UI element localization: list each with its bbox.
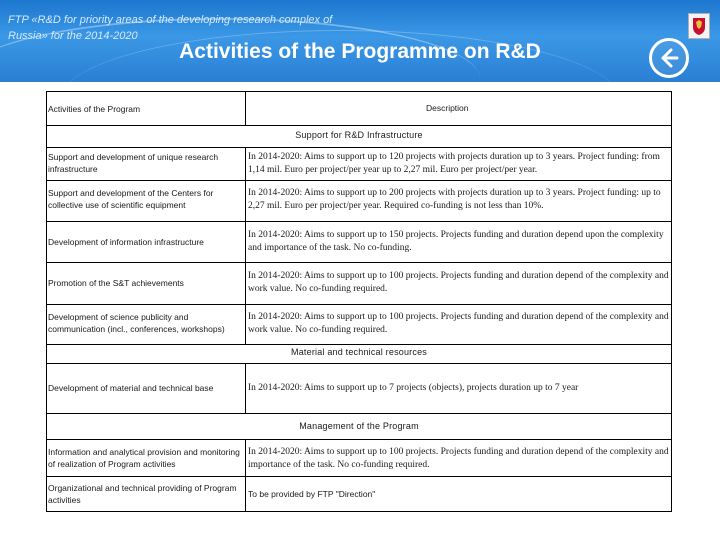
header-banner	[0, 0, 720, 82]
coat-of-arms-icon	[688, 13, 710, 39]
table-rule	[245, 439, 246, 512]
table-rule	[671, 91, 672, 512]
description-cell: In 2014-2020: Aims to support up to 150 projects. Projects funding and duration depend upon the complexity and importance of the task. No co-funding.	[248, 230, 664, 253]
table-rule	[245, 91, 246, 126]
table-rule	[46, 147, 672, 148]
activity-cell: Development of science publicity and communication (incl., conferences, workshops)	[48, 312, 225, 334]
description-cell: In 2014-2020: Aims to support up to 7 projects (objects), projects duration up to 7 year	[248, 383, 579, 393]
table-row	[46, 479, 672, 515]
table-row	[46, 367, 672, 409]
table-rule	[245, 147, 246, 345]
description-cell: In 2014-2020: Aims to support up to 200 projects with projects duration up to 3 years. Project funding: up to 2,27 mil. Euro per project/per year. Required co-funding is not less than 10%.	[248, 188, 661, 211]
table-rule	[46, 344, 672, 345]
table-row	[46, 307, 672, 343]
table-row	[46, 183, 672, 217]
activity-cell: Information and analytical provision and monitoring of realization of Program activities	[48, 447, 240, 469]
section-title: Support for R&D Infrastructure	[295, 130, 423, 140]
table-rule	[46, 439, 672, 440]
column-header-description: Description	[426, 103, 469, 113]
section-title: Management of the Program	[299, 421, 419, 431]
activities-table	[46, 91, 672, 511]
table-rule	[245, 363, 246, 414]
table-rule	[46, 125, 672, 126]
table-rule	[46, 91, 672, 92]
table-row	[46, 265, 672, 301]
arrow-left-icon	[657, 46, 681, 70]
table-rule	[46, 180, 672, 181]
activity-cell: Organizational and technical providing of Program activities	[48, 483, 237, 505]
program-subtitle: FTP «R&D for priority areas of the developing research complex of Russia» for the 2014-2020	[8, 14, 333, 42]
table-rule	[46, 91, 47, 512]
activity-cell: Development of information infrastructure	[48, 237, 204, 247]
table-rule	[46, 413, 672, 414]
table-row	[46, 443, 672, 475]
table-rule	[46, 363, 672, 364]
table-row	[46, 149, 672, 179]
description-cell: In 2014-2020: Aims to support up to 100 projects. Projects funding and duration depend of the complexity and work value. No co-funding required.	[248, 271, 669, 294]
table-rule	[46, 262, 672, 263]
activity-cell: Promotion of the S&T achievements	[48, 278, 184, 288]
table-rule	[46, 304, 672, 305]
description-cell: To be provided by FTP "Direction"	[248, 489, 376, 499]
section-title: Material and technical resources	[291, 347, 427, 357]
table-row	[46, 224, 672, 260]
back-button[interactable]	[649, 38, 689, 78]
column-header-activities: Activities of the Program	[48, 104, 141, 114]
description-cell: In 2014-2020: Aims to support up to 120 projects with projects duration up to 3 years. Project funding: from 1,14 mil. Euro per project/per year up to 2,27 mil. Euro per project/per year.	[248, 152, 660, 175]
table-rule	[46, 221, 672, 222]
page-title: Activities of the Programme on R&D	[179, 40, 541, 63]
activity-cell: Support and development of unique research infrastructure	[48, 152, 219, 174]
table-header-row	[46, 91, 672, 121]
description-cell: In 2014-2020: Aims to support up to 100 projects. Projects funding and duration depend of the complexity and work value. No co-funding required.	[248, 312, 669, 335]
activity-cell: Support and development of the Centers for collective use of scientific equipment	[48, 188, 214, 210]
table-rule	[46, 476, 672, 477]
description-cell: In 2014-2020: Aims to support up to 100 projects. Projects funding and duration depend of the complexity and importance of the task. No co-funding required.	[248, 447, 669, 470]
table-rule	[46, 511, 672, 512]
activity-cell: Development of material and technical base	[48, 383, 214, 393]
